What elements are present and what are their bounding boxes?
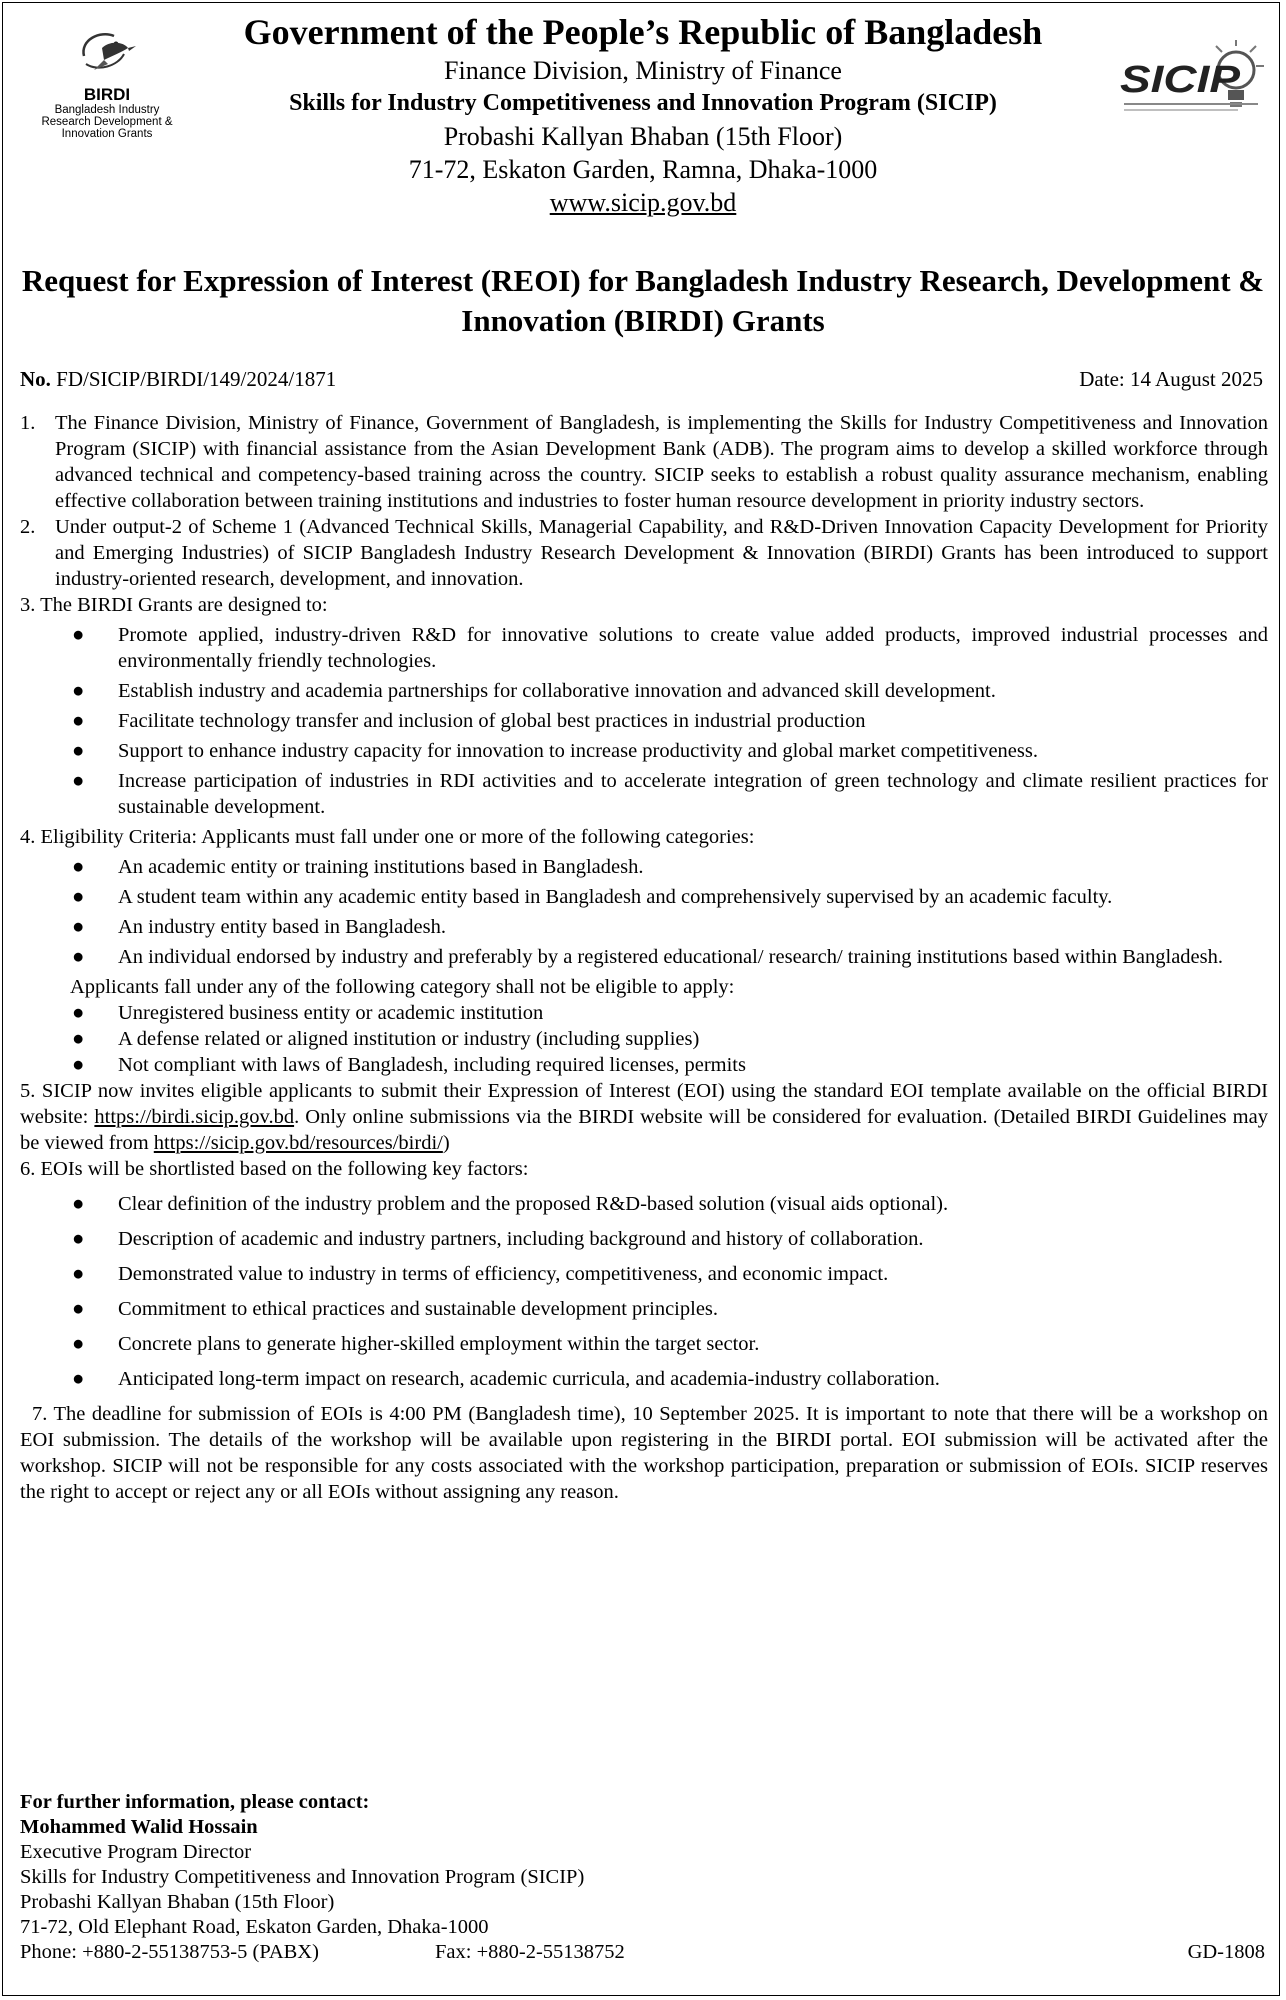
eligibility-list [20,854,1268,970]
paragraph-number: 2. [20,516,36,538]
grant-objectives-list [20,622,1268,820]
paragraph-5-text-a: 5. SICIP now invites eligible applicants to submit their Expression of Interest (EOI) using the standard EOI template available on the official BIRDI website: [20,1080,1268,1128]
paragraph-5-text-b: . Only online submissions via the BIRDI website will be considered for evaluation. (Detailed BIRDI Guidelines may be viewed from [20,1106,1268,1154]
bullet-icon: ● [72,680,85,702]
list-item-text: Not compliant with laws of Bangladesh, including required licenses, permits [118,1054,746,1076]
bullet-icon: ● [72,1298,85,1320]
bullet-icon: ● [72,856,85,878]
reference-line [20,364,1266,394]
list-item [20,622,1268,674]
paragraph-text: The Finance Division, Ministry of Finance, Government of Bangladesh, is implementing the Skills for Industry Competitiveness and Innovation Program (SICIP) with financial assistance from the Asian Development Bank (ADB). The program aims to develop a skilled workforce through advanced technical and competency-based training across the country. SICIP seeks to establish a robust quality assurance mechanism, enabling effective collaboration between training institutions and industries to foster human resource development in priority industry sectors. [55,412,1268,512]
contact-name: Mohammed Walid Hossain [20,1816,258,1838]
bullet-icon: ● [72,770,85,792]
list-item-text: An academic entity or training institutions based in Bangladesh. [118,856,644,878]
contact-heading: For further information, please contact: [20,1791,370,1813]
notice-body [20,410,1268,1505]
program-name: Skills for Industry Competitiveness and Innovation Program (SICIP) [289,90,997,116]
paragraph-5-text-c: ) [442,1132,450,1154]
website-link[interactable]: www.sicip.gov.bd [549,188,737,217]
bullet-icon: ● [72,1002,85,1024]
paragraph-2 [20,514,1268,592]
list-item [20,768,1268,820]
contact-building: Probashi Kallyan Bhaban (15th Floor) [20,1891,335,1913]
paragraph-text: Under output-2 of Scheme 1 (Advanced Technical Skills, Managerial Capability, and R&D-Driven Innovation Capacity Development for Priority and Emerging Industries) of SICIP Bangladesh Industry Research Development & Innovation (BIRDI) Grants has been introduced to support industry-oriented research, development, and innovation. [55,516,1268,590]
bullet-icon: ● [72,1054,85,1076]
list-item [20,914,1268,940]
building-name: Probashi Kallyan Bhaban (15th Floor) [443,122,843,151]
birdi-logo-fullname: Bangladesh Industry Research Development & Innovation Grants [41,104,173,140]
list-item [20,1226,1268,1252]
list-item [20,738,1268,764]
office-address: 71-72, Eskaton Garden, Ramna, Dhaka-1000 [408,155,878,184]
list-item [20,1296,1268,1322]
list-item [20,708,1268,734]
list-item-text: Facilitate technology transfer and inclusion of global best practices in industrial production [118,710,866,732]
list-item-text: An individual endorsed by industry and preferably by a registered educational/ research/ training institutions based within Bangladesh. [118,946,1223,968]
paragraph-1 [20,410,1268,514]
list-item-text: Increase participation of industries in RDI activities and to accelerate integration of green technology and climate resilient practices for sustainable development. [118,770,1268,818]
contact-fax: Fax: +880-2-55138752 [435,1941,625,1963]
contact-address: 71-72, Old Elephant Road, Eskaton Garden, Dhaka-1000 [20,1916,489,1938]
list-item [20,1000,1268,1026]
bullet-icon: ● [72,624,85,646]
birdi-portal-link[interactable]: https://birdi.sicip.gov.bd [94,1106,295,1128]
list-item-text: Concrete plans to generate higher-skilled employment within the target sector. [118,1333,760,1355]
list-item [20,854,1268,880]
list-item [20,1052,1268,1078]
list-item [20,1331,1268,1357]
list-item-text: Support to enhance industry capacity for innovation to increase productivity and global market competitiveness. [118,740,1038,762]
contact-phone: Phone: +880-2-55138753-5 (PABX) [20,1941,319,1963]
contact-organization: Skills for Industry Competitiveness and Innovation Program (SICIP) [20,1866,585,1888]
bullet-icon: ● [72,1028,85,1050]
bullet-icon: ● [72,740,85,762]
list-item-text: An industry entity based in Bangladesh. [118,916,446,938]
bullet-icon: ● [72,1333,85,1355]
list-item [20,678,1268,704]
contact-position: Executive Program Director [20,1841,252,1863]
government-name: Government of the People’s Republic of Bangladesh [243,12,1043,52]
gd-code: GD-1808 [1187,1941,1265,1963]
bullet-icon: ● [72,1368,85,1390]
reference-number [20,364,336,394]
paragraph-7 [20,1401,1268,1505]
list-item-text: Description of academic and industry partners, including background and history of collaboration. [118,1228,924,1250]
birdi-guidelines-link[interactable]: https://sicip.gov.bd/resources/birdi/ [153,1132,443,1154]
list-item-text: A student team within any academic entity based in Bangladesh and comprehensively supervised by an academic faculty. [118,886,1113,908]
division-name: Finance Division, Ministry of Finance [444,56,842,85]
bullet-icon: ● [72,1193,85,1215]
reference-number-value: FD/SICIP/BIRDI/149/2024/1871 [56,367,337,391]
list-item-text: Commitment to ethical practices and sustainable development principles. [118,1298,719,1320]
list-item-text: Clear definition of the industry problem and the proposed R&D-based solution (visual aids optional). [118,1193,949,1215]
bullet-icon: ● [72,1263,85,1285]
paragraph-7-text: 7. The deadline for submission of EOIs is 4:00 PM (Bangladesh time), 10 September 2025. It is important to note that there will be a workshop on EOI submission. The details of the workshop will be available upon registering in the BIRDI portal. EOI submission will be activated after the workshop. SICIP will not be responsible for any costs associated with the workshop participation, preparation or submission of EOIs. SICIP reserves the right to accept or reject any or all EOIs without assigning any reason. [20,1403,1268,1503]
bullet-icon: ● [72,916,85,938]
paragraph-number: 1. [20,412,36,434]
bullet-icon: ● [72,1228,85,1250]
paragraph-4-heading: 4. Eligibility Criteria: Applicants must fall under one or more of the following categories: [20,826,755,848]
list-item [20,1261,1268,1287]
letterhead [0,10,1286,219]
list-item-text: Establish industry and academia partnerships for collaborative innovation and advanced skill development. [118,680,996,702]
list-item-text: A defense related or aligned institution or industry (including supplies) [118,1028,700,1050]
sicip-logo-text: SICIP [1120,59,1241,101]
bullet-icon: ● [72,946,85,968]
contact-block [20,1790,1268,1965]
list-item-text: Unregistered business entity or academic institution [118,1002,544,1024]
list-item [20,1026,1268,1052]
ineligible-list [20,1000,1268,1078]
list-item-text: Demonstrated value to industry in terms of efficiency, competitiveness, and economic impact. [118,1263,889,1285]
list-item-text: Anticipated long-term impact on research, academic curricula, and academia-industry collaboration. [118,1368,940,1390]
list-item [20,944,1268,970]
reference-number-label: No. [20,367,51,391]
paragraph-6-heading: 6. EOIs will be shortlisted based on the following key factors: [20,1158,529,1180]
notice-title: Request for Expression of Interest (REOI) for Bangladesh Industry Research, Development & Innovation (BIRDI) Grants [21,263,1265,338]
shortlisting-factors-list [20,1191,1268,1392]
contact-phone-row [20,1940,1268,1965]
list-item [20,1191,1268,1217]
paragraph-5 [20,1078,1268,1156]
birdi-logo-name: BIRDI [83,85,131,104]
bullet-icon: ● [72,886,85,908]
notice-date: Date: 14 August 2025 [1079,367,1263,391]
list-item-text: Promote applied, industry-driven R&D for innovative solutions to create value added products, improved industrial processes and environmentally friendly technologies. [118,624,1268,672]
bullet-icon: ● [72,710,85,732]
list-item [20,884,1268,910]
list-item [20,1366,1268,1392]
ineligible-note: Applicants fall under any of the following category shall not be eligible to apply: [70,976,735,998]
paragraph-3-heading: 3. The BIRDI Grants are designed to: [20,594,328,616]
